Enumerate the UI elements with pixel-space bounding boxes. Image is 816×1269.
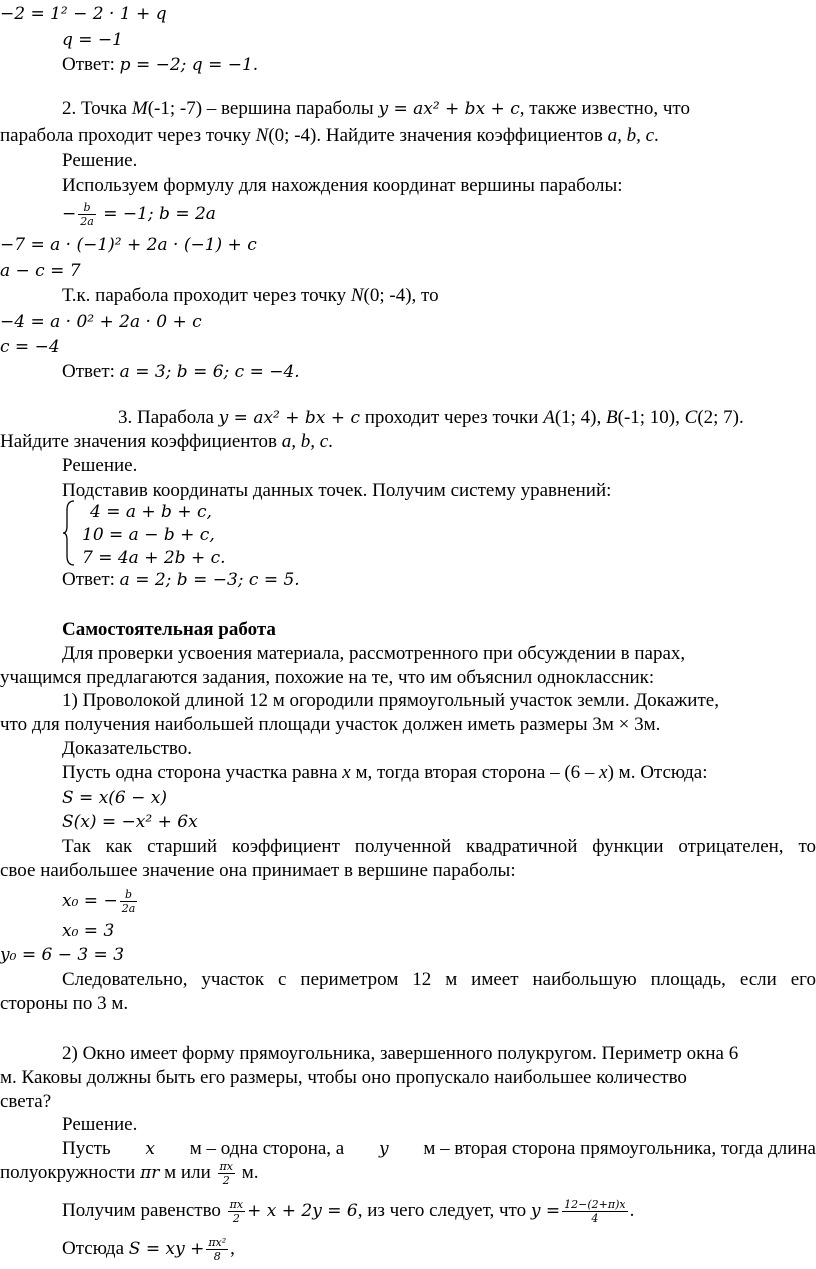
task-1-statement: 1) Проволокой длиной 12 м огородили прямоугольный участок земли. Докажите,	[62, 690, 719, 711]
problem-3-statement-cont: Найдите значения коэффициентов a, b, c.	[0, 431, 333, 452]
task-1-statement-cont: что для получения наибольшей площади участок должен иметь размеры 3м × 3м.	[0, 714, 661, 735]
task-2-statement: 2) Окно имеет форму прямоугольника, завершенного полукругом. Периметр окна 6	[62, 1043, 739, 1064]
text-line: Используем формулу для нахождения координат вершины параболы:	[62, 175, 623, 196]
text-line: Пусть x м – одна сторона, а y м – вторая сторона прямоугольника, тогда длина	[62, 1138, 816, 1159]
equation-line: q = −1	[62, 30, 123, 50]
task-2-statement-cont: м. Каковы должны быть его размеры, чтобы оно пропускало наибольшее количество	[0, 1067, 687, 1088]
section-heading: Самостоятельная работа	[62, 619, 276, 640]
problem-2-statement: 2. Точка M(-1; -7) – вершина параболы y = ax² + bx + c, также известно, что	[62, 98, 690, 119]
text-line: Подставив координаты данных точек. Получим систему уравнений:	[62, 480, 612, 501]
problem-3-statement: 3. Парабола y = ax² + bx + c проходит через точки A(1; 4), B(-1; 10), C(2; 7).	[118, 407, 744, 428]
equation-line: S = x(6 − x)	[62, 788, 168, 808]
equation-line: x₀ = 3	[62, 921, 115, 941]
task-2-statement-cont: света?	[0, 1091, 52, 1112]
system-equation: 4 = a + b + c,	[90, 502, 212, 522]
text-line: стороны по 3 м.	[0, 993, 129, 1014]
text-line: учащимся предлагаются задания, похожие на те, что им объяснил одноклассник:	[0, 667, 655, 688]
solution-label: Решение.	[62, 455, 138, 476]
text-line: Так как старший коэффициент полученной квадратичной функции отрицателен, то	[62, 836, 816, 857]
equation-line: −4 = a · 0² + 2a · 0 + c	[0, 312, 202, 332]
text-line: Получим равенство $\frac{\pi x}{2}$ + x + 2y = 6, из чего следует, что y = $\frac{12-(2+\pi)x}{4}$ .	[62, 1198, 635, 1225]
equation-line: a − c = 7	[0, 261, 81, 281]
fraction: $\frac{\text{πx²}}{8}$	[208, 1236, 227, 1263]
system-equation: 10 = a − b + c,	[82, 525, 215, 545]
equation-line: S(x) = −x² + 6x	[62, 812, 198, 832]
equation-line: −2 = 1² − 2 · 1 + q	[0, 4, 167, 24]
equation-line: c = −4	[0, 337, 60, 357]
fraction: $\frac{\pi x}{2}$	[229, 1198, 244, 1225]
equation-line: y₀ = 6 − 3 = 3	[0, 945, 125, 965]
text-line: Отсюда S = xy + $\frac{\text{πx²}}{8}$ ,	[62, 1236, 235, 1263]
answer-line: Ответ: p = −2; q = −1.	[62, 54, 259, 75]
equation-line: − $\frac{b}{2a}$ = −1; b = 2a	[62, 201, 216, 228]
equation-line: −7 = a · (−1)² + 2a · (−1) + c	[0, 235, 257, 255]
text-line: свое наибольшее значение она принимает в вершине параболы:	[0, 860, 516, 881]
text-line: Т.к. парабола проходит через точку N(0; -4), то	[62, 285, 439, 306]
system-equation: 7 = 4a + 2b + c.	[82, 548, 226, 568]
solution-label: Решение.	[62, 150, 138, 171]
fraction: $\frac{12-(2+\pi)x}{4}$	[564, 1198, 626, 1225]
answer-line: Ответ: a = 2; b = −3; c = 5.	[62, 569, 300, 590]
proof-label: Доказательство.	[62, 738, 192, 759]
fraction: $\frac{b}{2a}$	[80, 201, 94, 228]
system-brace-icon	[62, 500, 76, 566]
text-line: полуокружности πr м или $\frac{\pi x}{2}$ м.	[0, 1160, 259, 1187]
solution-label: Решение.	[62, 1114, 138, 1135]
fraction: $\frac{\pi x}{2}$	[219, 1160, 233, 1187]
text-line: Пусть одна сторона участка равна x м, тогда вторая сторона – (6 – x) м. Отсюда:	[62, 762, 708, 783]
text-line: Для проверки усвоения материала, рассмотренного при обсуждении в парах,	[62, 643, 686, 664]
problem-2-statement-cont: парабола проходит через точку N(0; -4). Найдите значения коэффициентов a, b, c.	[0, 125, 659, 146]
fraction: $\frac{b}{2a}$	[121, 888, 136, 915]
text-line: Следовательно, участок с периметром 12 м имеет наибольшую площадь, если его	[62, 969, 816, 990]
answer-line: Ответ: a = 3; b = 6; c = −4.	[62, 361, 300, 382]
equation-line: x₀ = − $\frac{b}{2a}$	[62, 888, 136, 915]
